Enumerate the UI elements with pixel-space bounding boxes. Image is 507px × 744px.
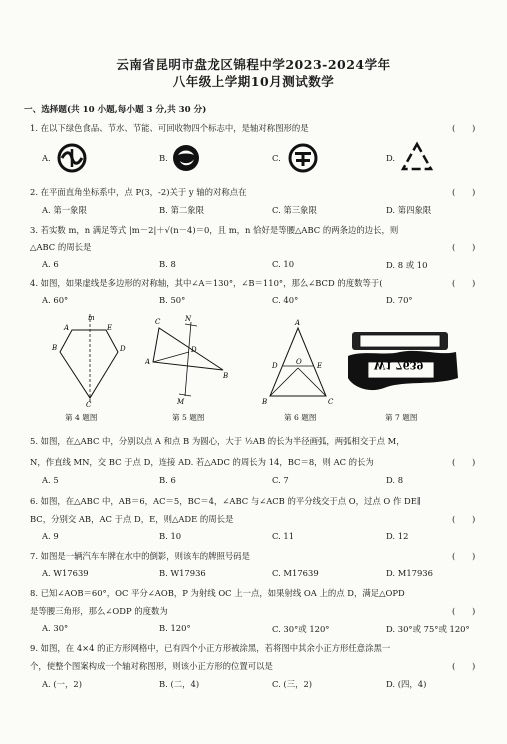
- q8-stem-line2: 是等腰三角形，那么∠ODP 的度数为: [30, 606, 168, 616]
- q6-stem-line2: BC，分别交 AB，AC 于点 D，E，则△ADE 的周长是: [30, 514, 234, 524]
- q5-option-c: C. 7: [272, 475, 289, 485]
- q6-option-c: C. 11: [272, 531, 295, 541]
- fig5-label-b: B: [223, 372, 229, 380]
- figure-4-pentagon: [40, 310, 135, 410]
- q3-option-c: C. 10: [272, 259, 295, 269]
- fig4-label-b: B: [52, 344, 58, 352]
- q5-option-a: A. 5: [42, 475, 59, 485]
- q7-option-d: D. M17936: [386, 568, 433, 578]
- q1-answer-paren: ( ): [452, 123, 476, 133]
- q8-option-d: D. 30°或 75°或 120°: [386, 624, 470, 634]
- q7-answer-paren: ( ): [452, 551, 476, 561]
- q4-option-c: C. 40°: [272, 295, 299, 305]
- q2-option-a: A. 第一象限: [42, 205, 87, 215]
- q9-option-b: B. (二，4): [159, 679, 200, 689]
- q9-stem-line2: 个，使整个图案构成一个轴对称图形，则该小正方形的位置可以是: [30, 661, 273, 671]
- q7-option-c: C. M17639: [272, 568, 319, 578]
- q5-option-d: D. 8: [386, 475, 404, 485]
- fig6-label-d: D: [272, 362, 278, 370]
- q2-option-d: D. 第四象限: [386, 205, 432, 215]
- q3-answer-paren: ( ): [452, 242, 476, 252]
- q1-option-a: A.: [42, 153, 51, 163]
- q3-option-a: A. 6: [42, 259, 59, 269]
- section-heading: 一、选择题(共 10 小题,每小题 3 分,共 30 分): [24, 105, 207, 115]
- q6-option-a: A. 9: [42, 531, 59, 541]
- q5-stem-line2: N，作直线 MN，交 BC 于点 D，连接 AD. 若△ADC 的周长为 14，BC＝8，则 AC 的长为: [30, 457, 374, 467]
- figure-4-caption: 第 4 题图: [65, 413, 98, 422]
- q4-option-a: A. 60°: [42, 295, 69, 305]
- q1-option-d: D.: [386, 153, 396, 163]
- q4-answer-paren: ( ): [452, 278, 476, 288]
- fig5-label-d: D: [191, 346, 197, 354]
- q9-option-d: D. (四，4): [386, 679, 427, 689]
- q3-stem-line2: △ABC 的周长是: [30, 242, 92, 252]
- q1-option-b: B.: [159, 153, 168, 163]
- q7-option-a: A. W17639: [42, 568, 89, 578]
- fig4-label-c: C: [86, 401, 92, 409]
- fig4-label-e: E: [107, 324, 113, 332]
- q5-option-b: B. 6: [159, 475, 176, 485]
- fig6-label-c: C: [328, 398, 334, 406]
- fig5-label-n: N: [185, 315, 192, 323]
- q5-stem-line1: 5. 如图，在△ABC 中，分别以点 A 和点 B 为圆心，大于 ½AB 的长为半径画弧，两弧相交于点 M，: [30, 436, 405, 446]
- fig5-label-c: C: [155, 318, 161, 326]
- q8-option-b: B. 120°: [159, 623, 191, 633]
- fig6-label-o: O: [296, 358, 302, 366]
- q6-answer-paren: ( ): [452, 514, 476, 524]
- q5-answer-paren: ( ): [452, 457, 476, 467]
- q1-option-c: C.: [272, 153, 281, 163]
- q8-stem-line1: 8. 已知∠AOB＝60°，OC 平分∠AOB，P 为射线 OC 上一点，如果射线 OA 上的点 D，满足△OPD: [30, 588, 405, 598]
- q2-stem: 2. 在平面直角坐标系中，点 P(3，-2)关于 y 轴的对称点在: [30, 187, 247, 197]
- energy-saving-logo-icon: [287, 143, 319, 173]
- q9-stem-line1: 9. 如图，在 4×4 的正方形网格中，已有四个小正方形被涂黑，若将图中其余小正方形任意涂黑一: [30, 643, 391, 653]
- q8-answer-paren: ( ): [452, 606, 476, 616]
- fig4-label-d: D: [120, 345, 126, 353]
- q9-answer-paren: ( ): [452, 661, 476, 671]
- fig4-label-m: m: [88, 314, 95, 322]
- water-saving-logo-icon: [170, 143, 202, 173]
- q2-option-b: B. 第二象限: [159, 205, 204, 215]
- q3-stem-line1: 3. 若实数 m，n 满足等式 |m－2|＋√(n－4)＝0，且 m，n 恰好是等腰△ABC 的两条边的边长，则: [30, 225, 399, 235]
- figure-7-plate-reflection: [344, 326, 464, 400]
- figure-6-caption: 第 6 题图: [284, 413, 317, 422]
- q6-option-b: B. 10: [159, 531, 182, 541]
- q3-option-b: B. 8: [159, 259, 176, 269]
- q4-option-b: B. 50°: [159, 295, 186, 305]
- q4-stem: 4. 如图，如果虚线是多边形的对称轴，其中∠A＝130°，∠B＝110°，那么∠BCD 的度数等于(: [30, 278, 383, 288]
- fig6-label-a: A: [295, 319, 301, 327]
- q9-option-a: A. (一，2): [42, 679, 82, 689]
- fig6-label-e: E: [317, 362, 323, 370]
- exam-title: 云南省昆明市盘龙区锦程中学2023-2024学年: [116, 57, 391, 72]
- q2-answer-paren: ( ): [452, 187, 476, 197]
- fig4-label-a: A: [64, 324, 70, 332]
- fig6-label-b: B: [262, 398, 268, 406]
- figure-6-triangle: [260, 318, 340, 408]
- q3-option-d: D. 8 或 10: [386, 260, 428, 270]
- q2-option-c: C. 第三象限: [272, 205, 317, 215]
- figure-5-triangle: [145, 312, 230, 407]
- fig5-label-m: M: [177, 398, 185, 406]
- q4-option-d: D. 70°: [386, 295, 413, 305]
- green-food-logo-icon: [56, 143, 88, 173]
- figure-7-caption: 第 7 题图: [385, 413, 418, 422]
- q7-stem: 7. 如图是一辆汽车车牌在水中的倒影，则该车的牌照号码是: [30, 551, 251, 561]
- q7-option-b: B. W17936: [159, 568, 206, 578]
- recycle-logo-icon: [400, 141, 434, 173]
- q6-stem-line1: 6. 如图，在△ABC 中，AB＝6，AC＝5，BC＝4，∠ABC 与∠ACB 的平分线交于点 O，过点 O 作 DE∥: [30, 496, 421, 506]
- exam-subtitle: 八年级上学期10月测试数学: [172, 74, 335, 89]
- reflected-plate-text: W1 7639: [374, 359, 424, 370]
- q9-option-c: C. (三，2): [272, 679, 313, 689]
- q6-option-d: D. 12: [386, 531, 409, 541]
- q1-stem: 1. 在以下绿色食品、节水、节能、可回收物四个标志中，是轴对称图形的是: [30, 123, 309, 133]
- fig5-label-a: A: [145, 358, 151, 366]
- q8-option-c: C. 30°或 120°: [272, 624, 330, 634]
- q8-option-a: A. 30°: [42, 623, 69, 633]
- figure-5-caption: 第 5 题图: [172, 413, 205, 422]
